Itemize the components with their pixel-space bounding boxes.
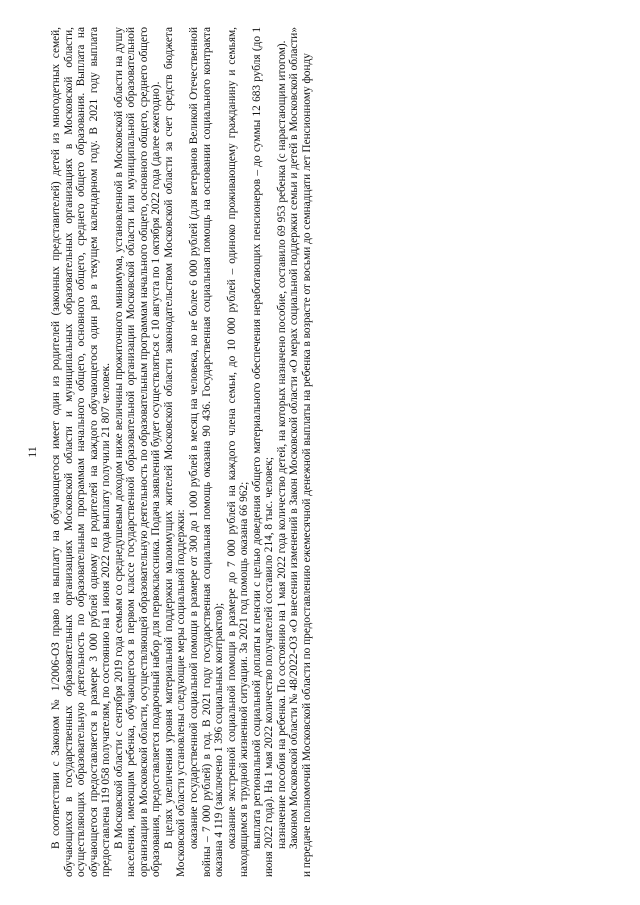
paragraph-child-allowance: назначение пособия на ребенка. По состоянию на 1 мая 2022 года количество детей, на которых назначено пособие, составило 69 953 ребенка (с нарастающим итогом). — [275, 40, 288, 849]
page-number: 11 — [25, 446, 39, 458]
paragraph-state-social-aid: оказание государственной социальной помощи в размере от 300 до 1 000 рублей в месяц на человека, но не более 6 000 рублей (для ветеранов Великой Отечественной войны – 7 000 рублей) в год. В 2021 году государственная социальная помощь оказана 90 436. Государственная социальная помощь на основании социального контракта оказана 4 119 (заключено 1 396 социальных контрактов); — [188, 27, 226, 877]
body-text — [50, 27, 313, 877]
paragraph-emergency-aid: оказание экстренной социальной помощи в размере до 7 000 рублей на каждого члена семьи, до 10 000 рублей – одиноко проживающему гражданину и семьям, находящимся в трудной жизненной ситуации. За 2021 год помощь оказана 66 962; — [225, 27, 251, 877]
paragraph-law-48-2022: Законом Московской области № 48/2022-ОЗ «О внесении изменений в Закон Московской области «О мерах социальной поддержки семьи и детей в Московской области» и передаче полномочий Московской области по предоставлению ежемесячной денежной выплаты на ребенка в возрасте от восьми до семнадцати лет Пенсионному фонду — [288, 27, 313, 877]
paragraph-support-measures-intro: В целях увеличения уровня материальной поддержки малоимущих жителей Московской области законодательством Московской области за счет средств бюджета Московской области установлены следующие меры социальной поддержки: — [162, 27, 188, 877]
paragraph-school-payment: В соответствии с Законом № 1/2006-ОЗ право на выплату на обучающегося имеет один из родителей (законных представителей) детей из многодетных семей, обучающихся в государственных образовательных организациях Московской области и муниципальных образовательных организациях в Московской области, осуществляющих образовательную деятельность по образовательным программам начального общего, основного общего, среднего общего образования. Выплата на обучающегося предоставляется в размере 3 000 рублей одному из родителей на каждого обучающегося один раз в текущем календарном году. В 2021 году выплата предоставлена 119 058 получателям, по состоянию на 1 июня 2022 года выплату получили 21 807 человек. — [50, 27, 113, 877]
rotated-page-content — [20, 27, 620, 877]
paragraph-pension-supplement: выплата региональной социальной доплаты к пенсии с целью доведения общего материального обеспечения неработающих пенсионеров – до суммы 12 683 рубля (до 1 июня 2022 года). На 1 мая 2022 количество получателей составило 214, 8 тыс. человек; — [250, 27, 276, 877]
paragraph-first-grader-gift: В Московской области с сентября 2019 года семьям со среднедушевым доходом ниже величины прожиточного минимума, установленной в Московской области на душу населения, имеющим ребенка, обучающегося в первом классе государственной образовательной организации Московской области или муниципальной образовательной организации в Московской области, осуществляющей образовательную деятельность по образовательным программам начального общего, основного общего, среднего общего образования, предоставляется подарочный набор для первоклассника. Подача заявлений будет осуществляться с 10 августа по 1 октября 2022 года (далее ежегодно). — [112, 27, 163, 877]
